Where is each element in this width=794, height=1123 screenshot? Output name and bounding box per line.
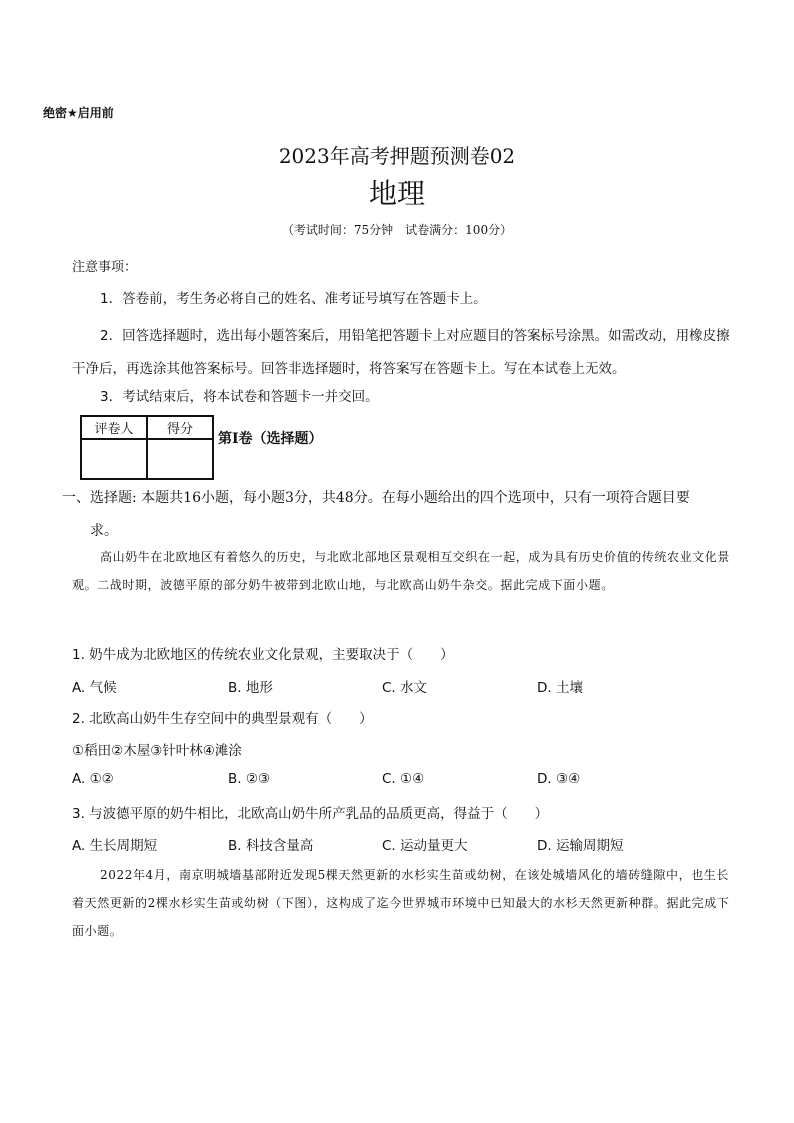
question-1-option-d: D. 土壤	[537, 680, 583, 696]
score-table-header-grader: 评卷人	[81, 416, 147, 439]
question-2-option-c: C. ①④	[382, 771, 425, 787]
section-instruction-line2: 求。	[90, 523, 118, 539]
question-3-option-a: A. 生长周期短	[72, 838, 158, 854]
question-2-option-a: A. ①②	[72, 771, 114, 787]
question-1-option-c: C. 水文	[382, 680, 428, 696]
question-3-stem: 3. 与波德平原的奶牛相比，北欧高山奶牛所产乳品的品质更高，得益于（ ）	[72, 806, 549, 822]
score-table	[80, 415, 214, 480]
question-3-option-d: D. 运输周期短	[537, 838, 624, 854]
notice-item-2: 2．回答选择题时，选出每小题答案后，用铅笔把答题卡上对应题目的答案标号涂黑。如需改动，用橡皮擦干净后，再选涂其他答案标号。回答非选择题时，将答案写在答题卡上。写在本试卷上无效。	[72, 328, 730, 377]
exam-title: 2023年高考押题预测卷02	[278, 144, 516, 168]
question-1-option-a: A. 气候	[72, 680, 117, 696]
passage-2: 2022年4月，南京明城墙基部附近发现5棵天然更新的水杉实生苗或幼树，在该处城墙风化的墙砖缝隙中，也生长着天然更新的2棵水杉实生苗或幼树（下图），这构成了迄今世界城市环境中已知最大的水杉天然更新种群。据此完成下面小题。	[72, 868, 730, 938]
question-2-items: ①稻田②木屋③针叶林④滩涂	[72, 743, 242, 759]
question-2-option-d: D. ③④	[537, 771, 581, 787]
score-table-cell-score	[147, 439, 213, 479]
notice-item-3: 3．考试结束后，将本试卷和答题卡一并交回。	[100, 389, 379, 405]
question-1-stem: 1. 奶牛成为北欧地区的传统农业文化景观，主要取决于（ ）	[72, 647, 454, 663]
question-3-option-c: C. 运动量更大	[382, 838, 468, 854]
notice-item-1: 1．答卷前，考生务必将自己的姓名、准考证号填写在答题卡上。	[100, 291, 487, 307]
exam-time-info: （考试时间：75分钟 试卷满分：100分）	[281, 223, 513, 237]
score-table-cell-grader	[81, 439, 147, 479]
question-2-stem: 2. 北欧高山奶牛生存空间中的典型景观有（ ）	[72, 711, 373, 727]
section-instruction	[62, 482, 734, 548]
score-table-header-score: 得分	[147, 416, 213, 439]
section-instruction-line1: 一、选择题: 本题共16小题，每小题3分，共48分。在每小题给出的四个选项中，只有一项符合题目要	[62, 490, 690, 506]
subject-title: 地理	[368, 177, 425, 210]
passage-1: 高山奶牛在北欧地区有着悠久的历史，与北欧北部地区景观相互交织在一起，成为具有历史价值的传统农业文化景观。二战时期，波德平原的部分奶牛被带到北欧山地，与北欧高山奶牛杂交。据此完成下面小题。	[72, 550, 731, 592]
question-1-option-b: B. 地形	[228, 680, 273, 696]
section-title: 第I卷（选择题）	[218, 431, 323, 447]
confidential-label: 绝密★启用前	[43, 106, 114, 120]
question-2-option-b: B. ②③	[228, 771, 271, 787]
notice-heading: 注意事项：	[72, 260, 138, 275]
question-3-option-b: B. 科技含量高	[228, 838, 314, 854]
